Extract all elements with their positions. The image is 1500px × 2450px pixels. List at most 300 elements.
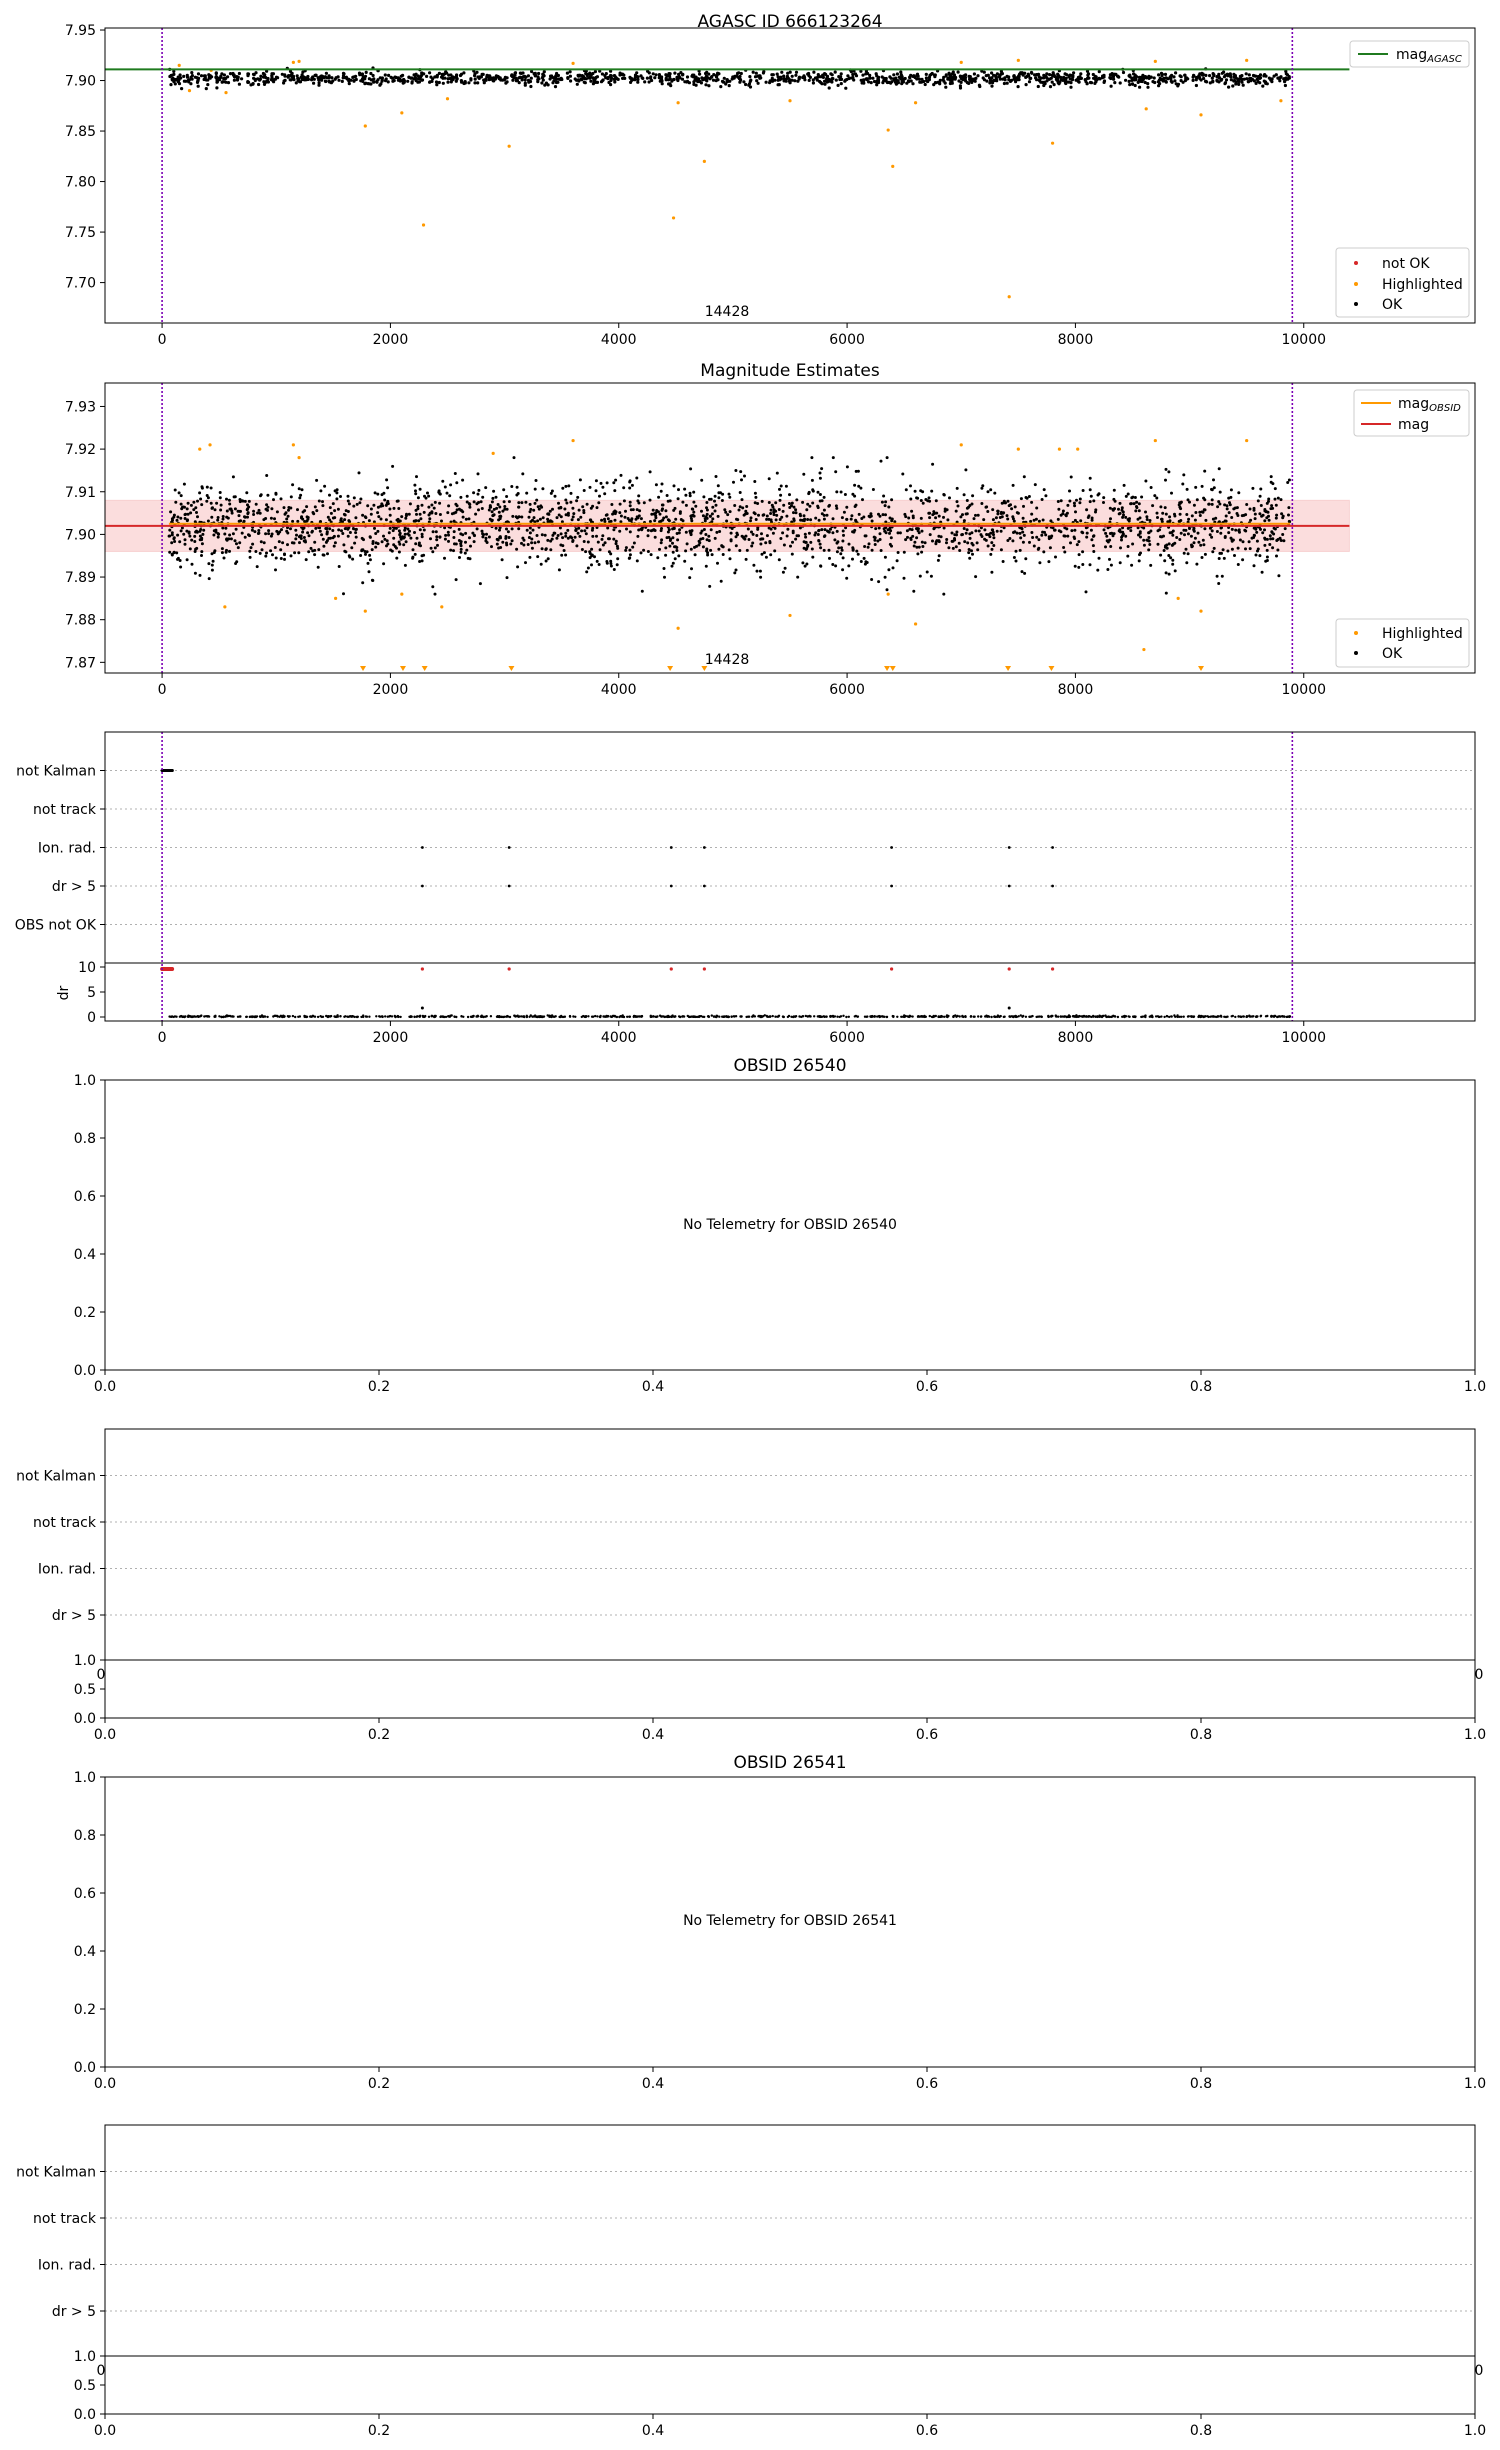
ok-point — [669, 84, 672, 87]
ok-point — [1031, 536, 1034, 539]
ok-point — [498, 529, 501, 532]
ok-point — [464, 532, 467, 535]
ok-point — [1131, 82, 1134, 85]
ok-point — [755, 518, 758, 521]
ok-point — [1232, 73, 1235, 76]
ok-point — [443, 557, 446, 560]
ok-point — [1103, 79, 1106, 82]
ok-point — [1268, 77, 1271, 80]
ok-point — [818, 519, 821, 522]
estimates-ytick-label: 7.89 — [64, 570, 96, 587]
highlighted-point — [1051, 142, 1054, 145]
ok-point — [627, 517, 630, 520]
ok-point — [320, 79, 323, 82]
ok-point — [1252, 74, 1255, 77]
ok-point — [537, 72, 540, 75]
ok-point — [728, 84, 731, 87]
ok-point — [200, 74, 203, 77]
ok-point — [169, 510, 172, 513]
ok-point — [287, 76, 290, 79]
legend-label-ok: OK — [1382, 646, 1403, 662]
ok-point — [1231, 528, 1234, 531]
ok-point — [473, 72, 476, 75]
ok-point — [385, 544, 388, 547]
ok-point — [992, 536, 995, 539]
ok-point — [199, 535, 202, 538]
ok-point — [314, 527, 317, 530]
ok-point — [195, 511, 198, 514]
ok-point — [1226, 507, 1229, 510]
ok-point — [427, 495, 430, 498]
ok-point — [663, 576, 666, 579]
ok-point — [647, 529, 650, 532]
ok-point — [580, 529, 583, 532]
ok-point — [208, 577, 211, 580]
ok-point — [616, 547, 619, 550]
ok-point — [263, 73, 266, 76]
ok-point — [206, 83, 209, 86]
ok-point — [1074, 510, 1077, 513]
ok-point — [391, 465, 394, 468]
ok-point — [1117, 508, 1120, 511]
ok-point — [873, 536, 876, 539]
ok-point — [1094, 80, 1097, 83]
ok-point — [1245, 503, 1248, 506]
ok-point — [483, 81, 486, 84]
ok-point — [612, 528, 615, 531]
ok-point — [266, 494, 269, 497]
ok-point — [332, 517, 335, 520]
ok-point — [278, 540, 281, 543]
ok-point — [252, 513, 255, 516]
ok-point — [225, 551, 228, 554]
ok-point — [834, 470, 837, 473]
ok-point — [892, 566, 895, 569]
ok-point — [643, 501, 646, 504]
ok-point — [541, 487, 544, 490]
ok-point — [658, 74, 661, 77]
ok-point — [549, 75, 552, 78]
ok-point — [867, 546, 870, 549]
ok-point — [1228, 511, 1231, 514]
highlighted-point — [1145, 107, 1148, 110]
ok-point — [976, 548, 979, 551]
ok-point — [557, 534, 560, 537]
ok-point — [788, 502, 791, 505]
dr-point — [1226, 1016, 1228, 1018]
ok-point — [404, 564, 407, 567]
ok-point — [211, 564, 214, 567]
ok-point — [1212, 478, 1215, 481]
ok-point — [559, 506, 562, 509]
ok-point — [780, 485, 783, 488]
ok-point — [235, 560, 238, 563]
ok-point — [590, 563, 593, 566]
ok-point — [834, 564, 837, 567]
ok-point — [1224, 520, 1227, 523]
ok-point — [668, 545, 671, 548]
ok-point — [200, 503, 203, 506]
ok-point — [1069, 77, 1072, 80]
ok-point — [571, 507, 574, 510]
ok-point — [614, 519, 617, 522]
ok-point — [1284, 84, 1287, 87]
dr-point — [366, 1016, 368, 1018]
ok-point — [176, 516, 179, 519]
ok-point — [1073, 529, 1076, 532]
ok-point — [366, 504, 369, 507]
ok-point — [1284, 527, 1287, 530]
ok-point — [226, 539, 229, 542]
ok-point — [1225, 515, 1228, 518]
ok-point — [739, 505, 742, 508]
ok-point — [804, 565, 807, 568]
ok-point — [398, 533, 401, 536]
ok-point — [1256, 540, 1259, 543]
ok-point — [1098, 77, 1101, 80]
ok-point — [1112, 534, 1115, 537]
ok-point — [501, 558, 504, 561]
ok-point — [726, 79, 729, 82]
ok-point — [503, 508, 506, 511]
agasc-xtick-label: 8000 — [1057, 332, 1094, 348]
ok-point — [1195, 563, 1198, 566]
ok-point — [374, 491, 377, 494]
ok-point — [419, 517, 422, 520]
ok-point — [172, 516, 175, 519]
ok-point — [814, 517, 817, 520]
ok-point — [1144, 480, 1147, 483]
ok-point — [1241, 558, 1244, 561]
ok-point — [1139, 536, 1142, 539]
ok-point — [319, 489, 322, 492]
ok-point — [1186, 488, 1189, 491]
dr-point — [1220, 1016, 1222, 1018]
ok-point — [1109, 545, 1112, 548]
ok-point — [803, 547, 806, 550]
ok-point — [915, 527, 918, 530]
ok-point — [828, 549, 831, 552]
ok-point — [888, 532, 891, 535]
ok-point — [620, 515, 623, 518]
ok-point — [1193, 541, 1196, 544]
ok-point — [176, 558, 179, 561]
ok-point — [435, 535, 438, 538]
ok-point — [431, 550, 434, 553]
highlighted-point — [198, 448, 201, 451]
dr-point — [1160, 1015, 1162, 1017]
dr-point — [1281, 1015, 1283, 1017]
ok-point — [868, 77, 871, 80]
ok-point — [966, 499, 969, 502]
flag-event-point — [670, 885, 673, 888]
ok-point — [197, 85, 200, 88]
ok-point — [329, 506, 332, 509]
ok-point — [1111, 508, 1114, 511]
ok-point — [1259, 488, 1262, 491]
ok-point — [623, 77, 626, 80]
dr-point — [274, 1015, 276, 1017]
ok-point — [650, 513, 653, 516]
dr-point — [1179, 1016, 1181, 1018]
ok-point — [180, 494, 183, 497]
ok-point — [890, 536, 893, 539]
ok-point — [303, 536, 306, 539]
ok-point — [920, 499, 923, 502]
ok-point — [1263, 519, 1266, 522]
ok-point — [985, 80, 988, 83]
ok-point — [715, 504, 718, 507]
agasc-xtick-label: 0 — [157, 332, 167, 348]
ok-point — [478, 75, 481, 78]
ok-point — [1160, 74, 1163, 77]
ok-point — [380, 502, 383, 505]
ok-point — [613, 568, 616, 571]
ok-point — [407, 532, 410, 535]
ok-point — [629, 501, 632, 504]
ok-point — [869, 512, 872, 515]
ok-point — [1221, 575, 1224, 578]
dr-point — [698, 1015, 700, 1017]
ok-point — [409, 502, 412, 505]
ok-point — [435, 83, 438, 86]
ok-point — [596, 506, 599, 509]
ok-point — [1199, 514, 1202, 517]
ok-point — [447, 534, 450, 537]
ok-point — [1129, 529, 1132, 532]
dr-point — [842, 1015, 844, 1017]
ok-point — [1211, 80, 1214, 83]
ok-point — [879, 532, 882, 535]
ok-point — [683, 488, 686, 491]
ok-point — [996, 512, 999, 515]
ok-point — [179, 73, 182, 76]
ok-point — [417, 505, 420, 508]
ok-point — [987, 490, 990, 493]
ok-point — [1248, 73, 1251, 76]
ok-point — [765, 81, 768, 84]
ok-point — [385, 518, 388, 521]
ok-point — [180, 87, 183, 90]
ok-point — [1238, 531, 1241, 534]
ok-point — [690, 567, 693, 570]
ok-point — [349, 531, 352, 534]
ok-point — [1016, 532, 1019, 535]
ok-point — [1121, 534, 1124, 537]
ok-point — [879, 515, 882, 518]
ok-point — [477, 472, 480, 475]
ok-point — [807, 74, 810, 77]
ok-point — [677, 497, 680, 500]
ok-point — [783, 544, 786, 547]
ok-point — [811, 548, 814, 551]
ok-point — [840, 491, 843, 494]
ok-point — [729, 557, 732, 560]
dr-point — [1168, 1016, 1170, 1018]
ok-point — [956, 487, 959, 490]
ok-point — [587, 567, 590, 570]
ok-point — [1125, 495, 1128, 498]
ok-point — [1110, 564, 1113, 567]
ok-point — [884, 500, 887, 503]
ok-point — [298, 496, 301, 499]
ok-point — [529, 508, 532, 511]
ok-point — [284, 79, 287, 82]
ok-point — [499, 515, 502, 518]
ok-point — [406, 80, 409, 83]
ok-point — [386, 486, 389, 489]
estimates-xtick-label: 10000 — [1281, 682, 1327, 698]
ok-point — [376, 530, 379, 533]
ok-point — [168, 75, 171, 78]
ok-point — [1258, 81, 1261, 84]
ok-point — [273, 517, 276, 520]
ok-point — [462, 516, 465, 519]
ok-point — [831, 563, 834, 566]
ok-point — [831, 531, 834, 534]
ok-point — [1113, 81, 1116, 84]
ok-point — [228, 534, 231, 537]
ok-point — [1014, 505, 1017, 508]
ok-point — [354, 531, 357, 534]
ok-point — [194, 531, 197, 534]
ok-point — [966, 528, 969, 531]
flag-event-point — [421, 885, 424, 888]
ok-point — [728, 493, 731, 496]
ok-point — [775, 514, 778, 517]
ok-point — [259, 494, 262, 497]
ok-point — [697, 544, 700, 547]
ok-point — [575, 499, 578, 502]
ok-point — [537, 505, 540, 508]
ok-point — [779, 499, 782, 502]
highlighted-point — [1142, 648, 1145, 651]
ok-point — [233, 495, 236, 498]
ok-point — [1185, 561, 1188, 564]
ok-point — [1065, 514, 1068, 517]
ok-point — [534, 502, 537, 505]
flag-event-point — [703, 846, 706, 849]
ok-point — [1258, 554, 1261, 557]
ok-point — [823, 496, 826, 499]
ok-point — [745, 558, 748, 561]
ok-point — [776, 472, 779, 475]
ok-point — [817, 540, 820, 543]
estimates-ytick-label: 7.90 — [64, 527, 96, 544]
ok-point — [717, 515, 720, 518]
ok-point — [325, 72, 328, 75]
ok-point — [841, 549, 844, 552]
ok-point — [419, 488, 422, 491]
ok-point — [419, 528, 422, 531]
ok-point — [1248, 540, 1251, 543]
ok-point — [402, 543, 405, 546]
ok-point — [740, 478, 743, 481]
ok-point — [385, 504, 388, 507]
ok-point — [883, 530, 886, 533]
ok-point — [566, 76, 569, 79]
estimates-ytick-label: 7.93 — [64, 399, 96, 416]
ok-point — [1147, 536, 1150, 539]
ok-point — [460, 509, 463, 512]
ok-point — [465, 549, 468, 552]
ok-point — [1048, 78, 1051, 81]
ok-point — [1282, 77, 1285, 80]
ok-point — [732, 481, 735, 484]
ok-point — [939, 79, 942, 82]
ok-point — [1148, 531, 1151, 534]
ok-point — [707, 535, 710, 538]
ok-point — [1226, 550, 1229, 553]
ok-point — [1059, 76, 1062, 79]
dr-point — [626, 1016, 628, 1018]
ok-point — [748, 75, 751, 78]
ok-point — [546, 513, 549, 516]
ok-point — [1182, 473, 1185, 476]
ok-point — [1150, 486, 1153, 489]
ok-point — [613, 489, 616, 492]
ok-point — [791, 541, 794, 544]
ok-point — [324, 80, 327, 83]
ok-point — [985, 506, 988, 509]
ok-point — [944, 82, 947, 85]
ok-point — [714, 510, 717, 513]
ok-point — [805, 508, 808, 511]
agasc-xtick-label: 10000 — [1281, 332, 1327, 348]
ok-point — [978, 530, 981, 533]
ok-point — [574, 77, 577, 80]
ok-point — [547, 557, 550, 560]
ok-point — [578, 535, 581, 538]
ok-point — [607, 81, 610, 84]
ok-point — [259, 75, 262, 78]
ok-point — [717, 548, 720, 551]
ok-point — [628, 549, 631, 552]
ok-point — [327, 516, 330, 519]
dr-point — [416, 1016, 418, 1018]
dr-point — [970, 1015, 972, 1017]
ok-point — [741, 498, 744, 501]
ok-point — [234, 539, 237, 542]
ok-point — [959, 84, 962, 87]
ok-point — [942, 593, 945, 596]
ok-point — [347, 495, 350, 498]
ok-point — [215, 72, 218, 75]
dr-point — [256, 1015, 258, 1017]
ok-point — [1065, 527, 1068, 530]
ok-point — [1104, 545, 1107, 548]
ok-point — [179, 566, 182, 569]
ok-point — [681, 73, 684, 76]
ok-point — [1006, 518, 1009, 521]
ok-point — [597, 501, 600, 504]
ok-point — [684, 549, 687, 552]
ok-point — [481, 507, 484, 510]
ok-point — [1175, 536, 1178, 539]
ok-point — [971, 553, 974, 556]
ok-point — [193, 535, 196, 538]
ok-point — [833, 538, 836, 541]
ok-point — [1048, 73, 1051, 76]
ok-point — [1090, 81, 1093, 84]
flags-flag-label: dr > 5 — [51, 879, 96, 895]
ok-point — [217, 77, 220, 80]
ok-point — [199, 498, 202, 501]
ok-point — [953, 533, 956, 536]
ok-point — [801, 561, 804, 564]
ok-point — [396, 500, 399, 503]
ok-point — [1124, 79, 1127, 82]
